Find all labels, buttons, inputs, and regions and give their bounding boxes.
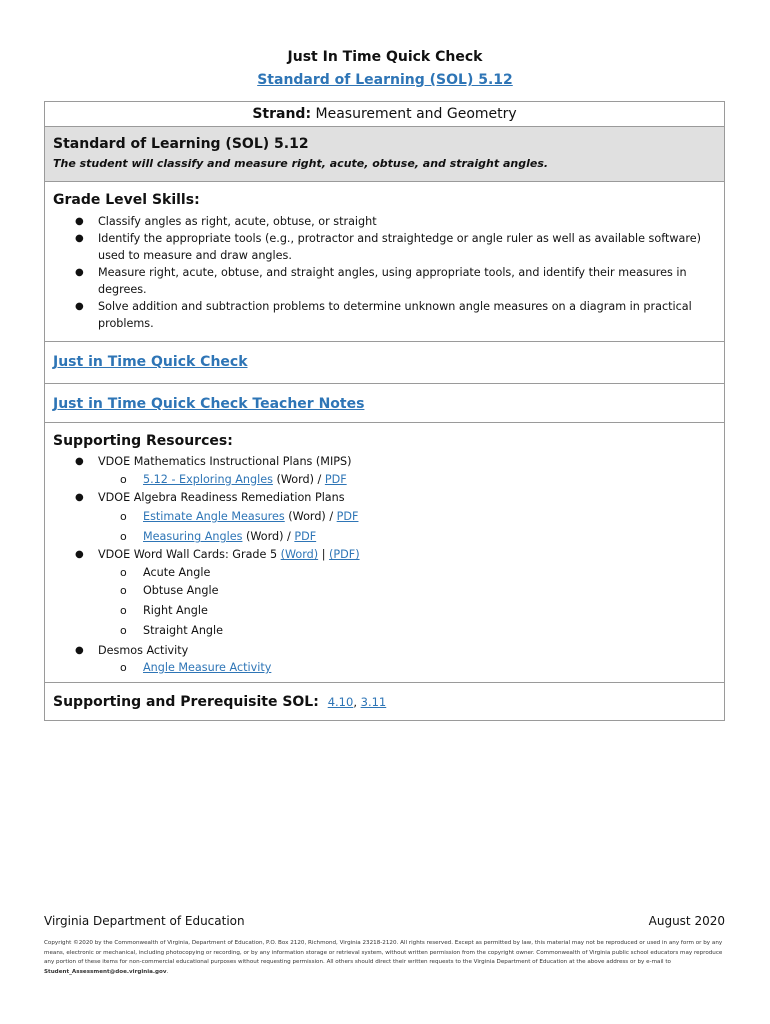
list-item <box>98 508 716 526</box>
list-item <box>53 546 716 640</box>
word-text: (Word) / <box>242 530 295 543</box>
page-subtitle <box>0 72 770 88</box>
teacher-notes-row <box>45 383 724 422</box>
footer-date: August 2020 <box>648 914 725 928</box>
desmos-sublist <box>98 659 716 677</box>
mips-sublist <box>98 471 716 489</box>
measuring-angles-pdf-link[interactable]: PDF <box>294 530 317 543</box>
teacher-notes-link[interactable]: Just in Time Quick Check Teacher Notes <box>53 396 365 412</box>
sol-3-11-link[interactable]: 3.11 <box>360 695 387 709</box>
list-item: o Acute Angle <box>98 564 716 582</box>
list-item <box>53 489 716 547</box>
footer-org: Virginia Department of Education <box>44 914 245 928</box>
measuring-angles-link[interactable]: Measuring Angles <box>143 530 243 543</box>
word-wall-label: VDOE Word Wall Cards: Grade 5 <box>98 548 281 561</box>
strand-label: Strand: <box>252 106 312 122</box>
list-item <box>98 528 716 546</box>
quick-check-row <box>45 341 724 383</box>
word-text: (Word) / <box>272 472 325 486</box>
separator: , <box>353 695 361 709</box>
list-item <box>53 453 716 489</box>
skills-list <box>53 213 716 332</box>
list-item: o Straight Angle <box>98 622 716 640</box>
word-wall-sublist <box>98 564 716 640</box>
content-table <box>44 101 725 721</box>
resources-heading: Supporting Resources: <box>53 433 233 449</box>
list-item: ● Solve addition and subtraction problems to determine unknown angle measures on a diagram in practical problems. <box>53 298 716 332</box>
sol-4-10-link[interactable]: 4.10 <box>327 695 354 709</box>
sol-link[interactable]: Standard of Learning (SOL) 5.12 <box>257 72 513 88</box>
list-item: o Right Angle <box>98 602 716 620</box>
angle-measure-activity-link[interactable]: Angle Measure Activity <box>143 661 272 674</box>
skills-heading: Grade Level Skills: <box>53 192 200 208</box>
resources-row <box>45 422 724 682</box>
desmos-label: Desmos Activity <box>98 643 189 657</box>
exploring-angles-link[interactable]: 5.12 - Exploring Angles <box>143 472 273 486</box>
algebra-sublist <box>98 508 716 546</box>
prereq-label: Supporting and Prerequisite SOL: <box>53 694 319 710</box>
word-text: (Word) / <box>284 510 337 523</box>
mips-label: VDOE Mathematics Instructional Plans (MIPS) <box>98 455 352 468</box>
list-item: o Obtuse Angle <box>98 582 716 600</box>
strand-row <box>45 102 724 126</box>
sol-row <box>45 126 724 181</box>
separator: | <box>318 548 330 561</box>
strand-value: Measurement and Geometry <box>315 106 517 122</box>
algebra-label: VDOE Algebra Readiness Remediation Plans <box>98 490 345 504</box>
prereq-row <box>45 682 724 720</box>
copyright-notice <box>44 939 728 977</box>
copyright-text: Copyright ©2020 by the Commonwealth of Virginia, Department of Education, P.O. Box 2120, Richmond, Virginia 23218-2120. All rights reserved. Except as permitted by law, this material may not be reproduced or used in any form or by any means, electronic or mechanical, including photocopying or recording, or by any information storage or retrieval system, without written permission from the copyright owner. Commonwealth of Virginia public school educators may reproduce any portion of these items for non-commercial educational purposes without requesting permission. All others should direct their written requests to the Virginia Department of Education at the above address or by e-mail to <box>44 940 723 965</box>
list-item <box>98 659 716 677</box>
estimate-angle-pdf-link[interactable]: PDF <box>336 510 359 523</box>
quick-check-link[interactable]: Just in Time Quick Check <box>53 354 248 370</box>
word-wall-pdf-link[interactable]: (PDF) <box>329 548 360 561</box>
estimate-angle-link[interactable]: Estimate Angle Measures <box>143 510 285 523</box>
word-wall-word-link[interactable]: (Word) <box>280 548 319 561</box>
sol-statement: The student will classify and measure right, acute, obtuse, and straight angles. <box>53 157 549 170</box>
list-item <box>53 642 716 678</box>
list-item <box>98 471 716 489</box>
resources-list <box>53 453 716 677</box>
footer <box>44 914 725 928</box>
copyright-end: . <box>166 968 169 975</box>
list-item: ● Identify the appropriate tools (e.g., protractor and straightedge or angle ruler as well as available software) used to measure and draw angles. <box>53 230 716 264</box>
copyright-email: Student_Assessment@doe.virginia.gov <box>44 968 167 975</box>
prereq-links <box>328 695 387 709</box>
exploring-angles-pdf-link[interactable]: PDF <box>324 472 347 486</box>
list-item: ● Classify angles as right, acute, obtuse, or straight <box>53 213 716 230</box>
list-item: ● Measure right, acute, obtuse, and straight angles, using appropriate tools, and identify their measures in degrees. <box>53 264 716 298</box>
skills-row <box>45 181 724 341</box>
page-title: Just In Time Quick Check <box>287 49 483 65</box>
sol-heading: Standard of Learning (SOL) 5.12 <box>53 136 309 152</box>
